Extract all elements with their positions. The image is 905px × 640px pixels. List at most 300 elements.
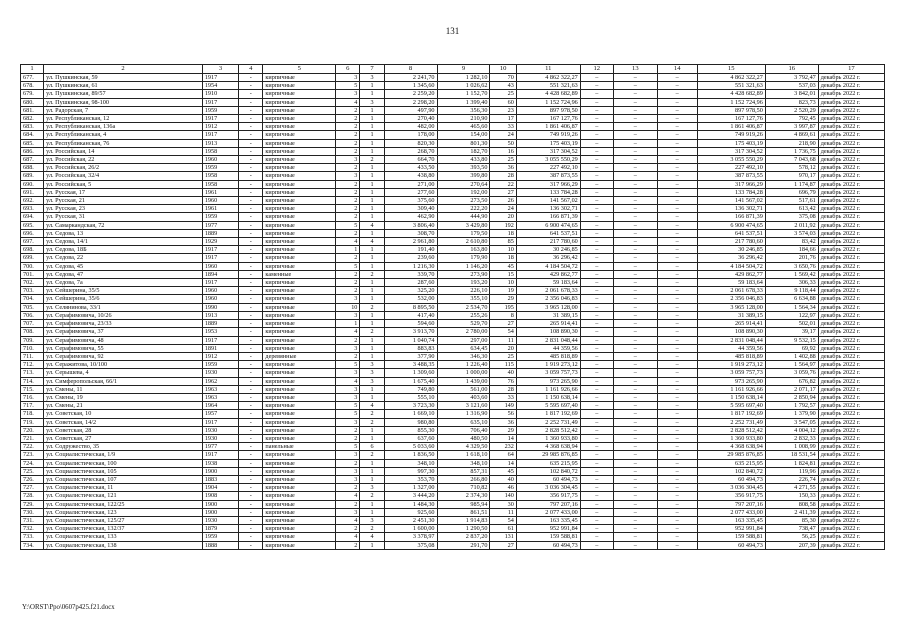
table-cell: 2: [336, 426, 360, 434]
table-cell: –: [657, 369, 697, 377]
table-cell: 2: [336, 139, 360, 147]
table-cell: кирпичные: [263, 328, 336, 336]
table-cell: -: [239, 131, 263, 139]
table-cell: 1 360 933,80: [697, 434, 765, 442]
table-cell: 10: [490, 246, 516, 254]
table-cell: 1 736,75: [765, 147, 818, 155]
table-cell: 1: [360, 213, 384, 221]
table-cell: 25: [490, 156, 516, 164]
table-cell: -: [239, 434, 263, 442]
table-cell: 613,42: [765, 205, 818, 213]
table-cell: 10: [336, 303, 360, 311]
table-cell: 664,70: [384, 156, 437, 164]
table-cell: –: [580, 270, 613, 278]
table-cell: 952 991,84: [516, 525, 580, 533]
table-cell: ул. Селянинова, 33/1: [44, 303, 203, 311]
table-cell: 27: [490, 320, 516, 328]
table-cell: 403,60: [437, 393, 490, 401]
table-cell: –: [580, 205, 613, 213]
table-cell: кирпичные: [263, 172, 336, 180]
table-cell: 3: [336, 393, 360, 401]
table-cell: 1977: [202, 443, 238, 451]
table-cell: 715.: [21, 385, 44, 393]
table-cell: 683.: [21, 123, 44, 131]
table-cell: декабрь 2022 г.: [818, 156, 884, 164]
table-cell: 270,40: [384, 115, 437, 123]
table-cell: –: [657, 74, 697, 82]
table-cell: 2: [336, 164, 360, 172]
table-cell: 1 290,50: [437, 525, 490, 533]
table-cell: декабрь 2022 г.: [818, 287, 884, 295]
table-cell: –: [657, 336, 697, 344]
table-cell: 697.: [21, 238, 44, 246]
table-cell: 60 494,73: [516, 541, 580, 549]
table-cell: 30 246,85: [697, 246, 765, 254]
table-cell: 749 919,26: [697, 131, 765, 139]
table-cell: 1: [360, 320, 384, 328]
table-cell: 1953: [202, 328, 238, 336]
table-cell: 83,42: [765, 238, 818, 246]
column-number: 11: [516, 65, 580, 74]
table-cell: 637,60: [384, 434, 437, 442]
table-cell: 1929: [202, 238, 238, 246]
table-cell: ул. Серафимовича, 10/26: [44, 311, 203, 319]
table-cell: 2: [360, 270, 384, 278]
table-cell: ул. Российская, 26/2: [44, 164, 203, 172]
table-cell: ул. Республиканская, 4: [44, 131, 203, 139]
table-cell: –: [657, 516, 697, 524]
table-cell: 387 873,55: [516, 172, 580, 180]
table-cell: кирпичные: [263, 311, 336, 319]
table-cell: –: [657, 254, 697, 262]
table-cell: 634,45: [437, 344, 490, 352]
table-cell: -: [239, 197, 263, 205]
table-cell: 393,50: [437, 164, 490, 172]
table-cell: –: [580, 533, 613, 541]
table-cell: 1 914,83: [437, 516, 490, 524]
table-cell: декабрь 2022 г.: [818, 361, 884, 369]
table-row: [21, 98, 885, 106]
table-cell: кирпичные: [263, 484, 336, 492]
table-cell: 265 914,41: [516, 320, 580, 328]
table-cell: 4: [336, 98, 360, 106]
table-cell: 16: [490, 147, 516, 155]
table-cell: –: [613, 311, 657, 319]
table-cell: –: [657, 508, 697, 516]
table-cell: –: [613, 541, 657, 549]
table-cell: –: [613, 131, 657, 139]
table-cell: 1930: [202, 434, 238, 442]
table-cell: ул. Советская, 14/2: [44, 418, 203, 426]
table-cell: декабрь 2022 г.: [818, 484, 884, 492]
table-cell: 1888: [202, 541, 238, 549]
table-cell: 3 036 304,45: [516, 484, 580, 492]
table-cell: 40: [490, 475, 516, 483]
column-number: 2: [44, 65, 203, 74]
table-cell: 115: [490, 361, 516, 369]
table-cell: -: [239, 287, 263, 295]
table-cell: декабрь 2022 г.: [818, 336, 884, 344]
table-row: [21, 197, 885, 205]
table-cell: 2 610,80: [437, 238, 490, 246]
table-cell: 1958: [202, 172, 238, 180]
table-cell: 1930: [202, 369, 238, 377]
column-number: 15: [697, 65, 765, 74]
table-cell: 27: [490, 541, 516, 549]
table-cell: декабрь 2022 г.: [818, 516, 884, 524]
table-cell: 5: [336, 262, 360, 270]
table-cell: 2: [336, 115, 360, 123]
table-cell: 2: [336, 270, 360, 278]
table-cell: 4 368 638,94: [697, 443, 765, 451]
table-cell: 192,00: [437, 188, 490, 196]
table-cell: 3 574,03: [765, 229, 818, 237]
table-cell: 33: [490, 123, 516, 131]
table-cell: -: [239, 74, 263, 82]
table-row: [21, 254, 885, 262]
table-cell: 28: [490, 172, 516, 180]
table-cell: -: [239, 352, 263, 360]
table-cell: 5: [336, 402, 360, 410]
table-cell: 1960: [202, 295, 238, 303]
table-cell: 2 831 048,44: [516, 336, 580, 344]
table-row: [21, 139, 885, 147]
table-cell: –: [580, 320, 613, 328]
table-cell: –: [580, 541, 613, 549]
table-cell: ул. Серафимовича, 55: [44, 344, 203, 352]
table-cell: декабрь 2022 г.: [818, 123, 884, 131]
table-cell: 356,30: [437, 106, 490, 114]
table-cell: 15: [490, 270, 516, 278]
table-cell: 179,90: [437, 254, 490, 262]
table-cell: кирпичные: [263, 459, 336, 467]
table-cell: –: [580, 336, 613, 344]
table-cell: 808,58: [765, 500, 818, 508]
table-cell: –: [613, 139, 657, 147]
table-cell: декабрь 2022 г.: [818, 426, 884, 434]
table-cell: 4: [336, 516, 360, 524]
table-cell: декабрь 2022 г.: [818, 311, 884, 319]
table-cell: 1: [360, 287, 384, 295]
table-cell: –: [657, 328, 697, 336]
table-cell: декабрь 2022 г.: [818, 139, 884, 147]
table-cell: 377,90: [384, 352, 437, 360]
table-cell: 167 127,76: [697, 115, 765, 123]
table-cell: 1 040,74: [384, 336, 437, 344]
table-cell: –: [613, 500, 657, 508]
table-cell: –: [657, 188, 697, 196]
table-cell: 60: [490, 98, 516, 106]
table-cell: 1 399,40: [437, 98, 490, 106]
table-cell: 26: [490, 197, 516, 205]
table-cell: –: [580, 74, 613, 82]
table-cell: 721.: [21, 434, 44, 442]
table-cell: кирпичные: [263, 106, 336, 114]
table-row: [21, 180, 885, 188]
table-cell: –: [657, 303, 697, 311]
table-cell: 291,70: [437, 541, 490, 549]
table-cell: ул. Седова, 13: [44, 229, 203, 237]
table-cell: -: [239, 303, 263, 311]
table-cell: 682.: [21, 115, 44, 123]
table-cell: 1958: [202, 180, 238, 188]
table-cell: декабрь 2022 г.: [818, 377, 884, 385]
table-row: [21, 434, 885, 442]
table-cell: декабрь 2022 г.: [818, 205, 884, 213]
table-cell: 700.: [21, 262, 44, 270]
table-cell: 801,30: [437, 139, 490, 147]
table-cell: 985,94: [437, 500, 490, 508]
table-cell: 8 895,50: [384, 303, 437, 311]
table-cell: 30: [490, 500, 516, 508]
table-body: [21, 65, 885, 550]
table-cell: 3 965 128,00: [697, 303, 765, 311]
table-cell: 725.: [21, 467, 44, 475]
table-cell: 11: [490, 508, 516, 516]
table-cell: 980,80: [384, 418, 437, 426]
table-row: [21, 188, 885, 196]
table-cell: 1 439,00: [437, 377, 490, 385]
table-cell: –: [580, 279, 613, 287]
table-cell: декабрь 2022 г.: [818, 147, 884, 155]
table-cell: –: [580, 434, 613, 442]
table-cell: декабрь 2022 г.: [818, 369, 884, 377]
table-cell: 3 059,76: [765, 369, 818, 377]
table-cell: 1959: [202, 164, 238, 172]
table-cell: 823,73: [765, 98, 818, 106]
table-cell: -: [239, 90, 263, 98]
table-cell: –: [613, 336, 657, 344]
table-cell: кирпичные: [263, 385, 336, 393]
table-cell: 1889: [202, 320, 238, 328]
table-cell: –: [580, 262, 613, 270]
table-cell: кирпичные: [263, 238, 336, 246]
table-cell: 149: [490, 402, 516, 410]
table-cell: декабрь 2022 г.: [818, 98, 884, 106]
table-cell: ул. Седова, 45: [44, 262, 203, 270]
table-cell: декабрь 2022 г.: [818, 229, 884, 237]
table-cell: -: [239, 402, 263, 410]
table-cell: 4 428 682,89: [516, 90, 580, 98]
table-cell: –: [613, 238, 657, 246]
table-cell: 4: [360, 533, 384, 541]
table-cell: 4 004,12: [765, 426, 818, 434]
table-cell: –: [613, 328, 657, 336]
table-cell: 1: [360, 90, 384, 98]
table-cell: 1: [360, 393, 384, 401]
table-cell: 4 862 322,27: [516, 74, 580, 82]
table-cell: –: [580, 295, 613, 303]
table-cell: декабрь 2022 г.: [818, 459, 884, 467]
table-cell: 2: [336, 123, 360, 131]
table-cell: -: [239, 98, 263, 106]
table-cell: 227 492,10: [697, 164, 765, 172]
table-cell: –: [657, 115, 697, 123]
table-cell: 232: [490, 443, 516, 451]
table-cell: –: [657, 131, 697, 139]
table-cell: 718.: [21, 410, 44, 418]
table-cell: –: [657, 246, 697, 254]
table-cell: 680.: [21, 98, 44, 106]
table-cell: –: [613, 344, 657, 352]
table-row: [21, 451, 885, 459]
table-cell: 44 359,56: [516, 344, 580, 352]
table-cell: 1917: [202, 246, 238, 254]
table-cell: -: [239, 410, 263, 418]
table-cell: –: [657, 295, 697, 303]
table-cell: 136 302,71: [516, 205, 580, 213]
table-cell: –: [580, 393, 613, 401]
table-cell: –: [580, 180, 613, 188]
table-cell: –: [657, 344, 697, 352]
table-row: [21, 328, 885, 336]
table-cell: 727.: [21, 484, 44, 492]
table-cell: 4: [336, 492, 360, 500]
column-number: 6: [336, 65, 360, 74]
table-cell: 1913: [202, 139, 238, 147]
table-cell: панельные: [263, 443, 336, 451]
table-cell: 465,60: [437, 123, 490, 131]
table-row: [21, 303, 885, 311]
table-cell: –: [580, 156, 613, 164]
table-cell: 1: [360, 246, 384, 254]
table-cell: ул. Социалистическая, 100: [44, 459, 203, 467]
table-cell: -: [239, 377, 263, 385]
table-cell: кирпичные: [263, 418, 336, 426]
table-cell: декабрь 2022 г.: [818, 500, 884, 508]
table-cell: 5: [336, 410, 360, 418]
header-row: [21, 65, 885, 74]
table-cell: кирпичные: [263, 303, 336, 311]
table-cell: 1900: [202, 467, 238, 475]
table-cell: 529,70: [437, 320, 490, 328]
table-cell: декабрь 2022 г.: [818, 180, 884, 188]
table-cell: 29: [490, 295, 516, 303]
table-cell: 1 817 192,69: [516, 410, 580, 418]
table-cell: –: [613, 443, 657, 451]
table-row: [21, 525, 885, 533]
table-cell: 1 669,10: [384, 410, 437, 418]
table-cell: 56,25: [765, 533, 818, 541]
table-cell: декабрь 2022 г.: [818, 197, 884, 205]
table-cell: кирпичные: [263, 344, 336, 352]
table-cell: 1: [360, 467, 384, 475]
table-cell: 1 861 406,87: [516, 123, 580, 131]
table-cell: 1 569,42: [765, 270, 818, 278]
table-cell: 3: [336, 508, 360, 516]
table-row: [21, 320, 885, 328]
table-row: [21, 106, 885, 114]
column-number: 3: [202, 65, 238, 74]
table-cell: 1 316,90: [437, 410, 490, 418]
table-cell: кирпичные: [263, 98, 336, 106]
table-cell: –: [613, 287, 657, 295]
table-cell: 265 914,41: [697, 320, 765, 328]
table-cell: 3: [336, 156, 360, 164]
table-cell: 133 784,28: [697, 188, 765, 196]
table-cell: 1930: [202, 516, 238, 524]
table-cell: 691.: [21, 188, 44, 196]
table-cell: 1 919 273,12: [697, 361, 765, 369]
table-cell: 433,80: [437, 156, 490, 164]
table-cell: кирпичные: [263, 147, 336, 155]
table-cell: 1 152 724,96: [516, 98, 580, 106]
table-cell: –: [657, 377, 697, 385]
table-cell: 3 913,70: [384, 328, 437, 336]
table-cell: –: [657, 106, 697, 114]
table-cell: 1959: [202, 106, 238, 114]
table-cell: 193,20: [437, 279, 490, 287]
table-cell: ул. Самаркандская, 72: [44, 221, 203, 229]
table-cell: 3: [336, 74, 360, 82]
table-cell: –: [657, 221, 697, 229]
table-cell: ул. Серафимовича, 92: [44, 352, 203, 360]
table-cell: 1879: [202, 525, 238, 533]
table-cell: 45: [490, 262, 516, 270]
table-cell: –: [580, 106, 613, 114]
table-row: [21, 352, 885, 360]
table-cell: –: [580, 213, 613, 221]
table-cell: 883,83: [384, 344, 437, 352]
table-cell: –: [580, 254, 613, 262]
table-cell: ул. Социалистическая, 125/27: [44, 516, 203, 524]
table-cell: –: [580, 500, 613, 508]
table-cell: –: [613, 295, 657, 303]
table-cell: –: [580, 369, 613, 377]
table-cell: 1917: [202, 279, 238, 287]
table-cell: –: [657, 270, 697, 278]
table-cell: ул. Социалистическая, 122/25: [44, 500, 203, 508]
table-cell: –: [613, 205, 657, 213]
table-cell: –: [580, 328, 613, 336]
table-cell: –: [657, 197, 697, 205]
table-cell: –: [613, 270, 657, 278]
table-cell: 1 152,70: [437, 90, 490, 98]
table-cell: -: [239, 164, 263, 172]
table-cell: ул. Республиканская, 136а: [44, 123, 203, 131]
table-cell: 1 379,90: [765, 410, 818, 418]
table-cell: –: [580, 287, 613, 295]
table-cell: 2 837,20: [437, 533, 490, 541]
table-cell: 702.: [21, 279, 44, 287]
table-cell: 2: [336, 541, 360, 549]
table-cell: –: [657, 180, 697, 188]
table-cell: 6 634,88: [765, 295, 818, 303]
table-cell: 25: [490, 90, 516, 98]
table-cell: декабрь 2022 г.: [818, 443, 884, 451]
table-row: [21, 90, 885, 98]
table-cell: кирпичные: [263, 361, 336, 369]
table-cell: 5: [336, 443, 360, 451]
table-cell: 207,39: [765, 541, 818, 549]
table-cell: –: [580, 410, 613, 418]
table-cell: 136 302,71: [697, 205, 765, 213]
table-row: [21, 205, 885, 213]
table-cell: 3 997,87: [765, 123, 818, 131]
table-cell: –: [613, 246, 657, 254]
table-cell: –: [657, 229, 697, 237]
table-cell: –: [613, 475, 657, 483]
table-cell: 1904: [202, 484, 238, 492]
table-cell: 29 985 876,85: [516, 451, 580, 459]
table-row: [21, 443, 885, 451]
table-cell: кирпичные: [263, 541, 336, 549]
table-cell: 594,60: [384, 320, 437, 328]
table-cell: 1917: [202, 451, 238, 459]
table-cell: ул. Пушкинская, 89/57: [44, 90, 203, 98]
table-cell: декабрь 2022 г.: [818, 393, 884, 401]
table-cell: 2 077 433,00: [516, 508, 580, 516]
